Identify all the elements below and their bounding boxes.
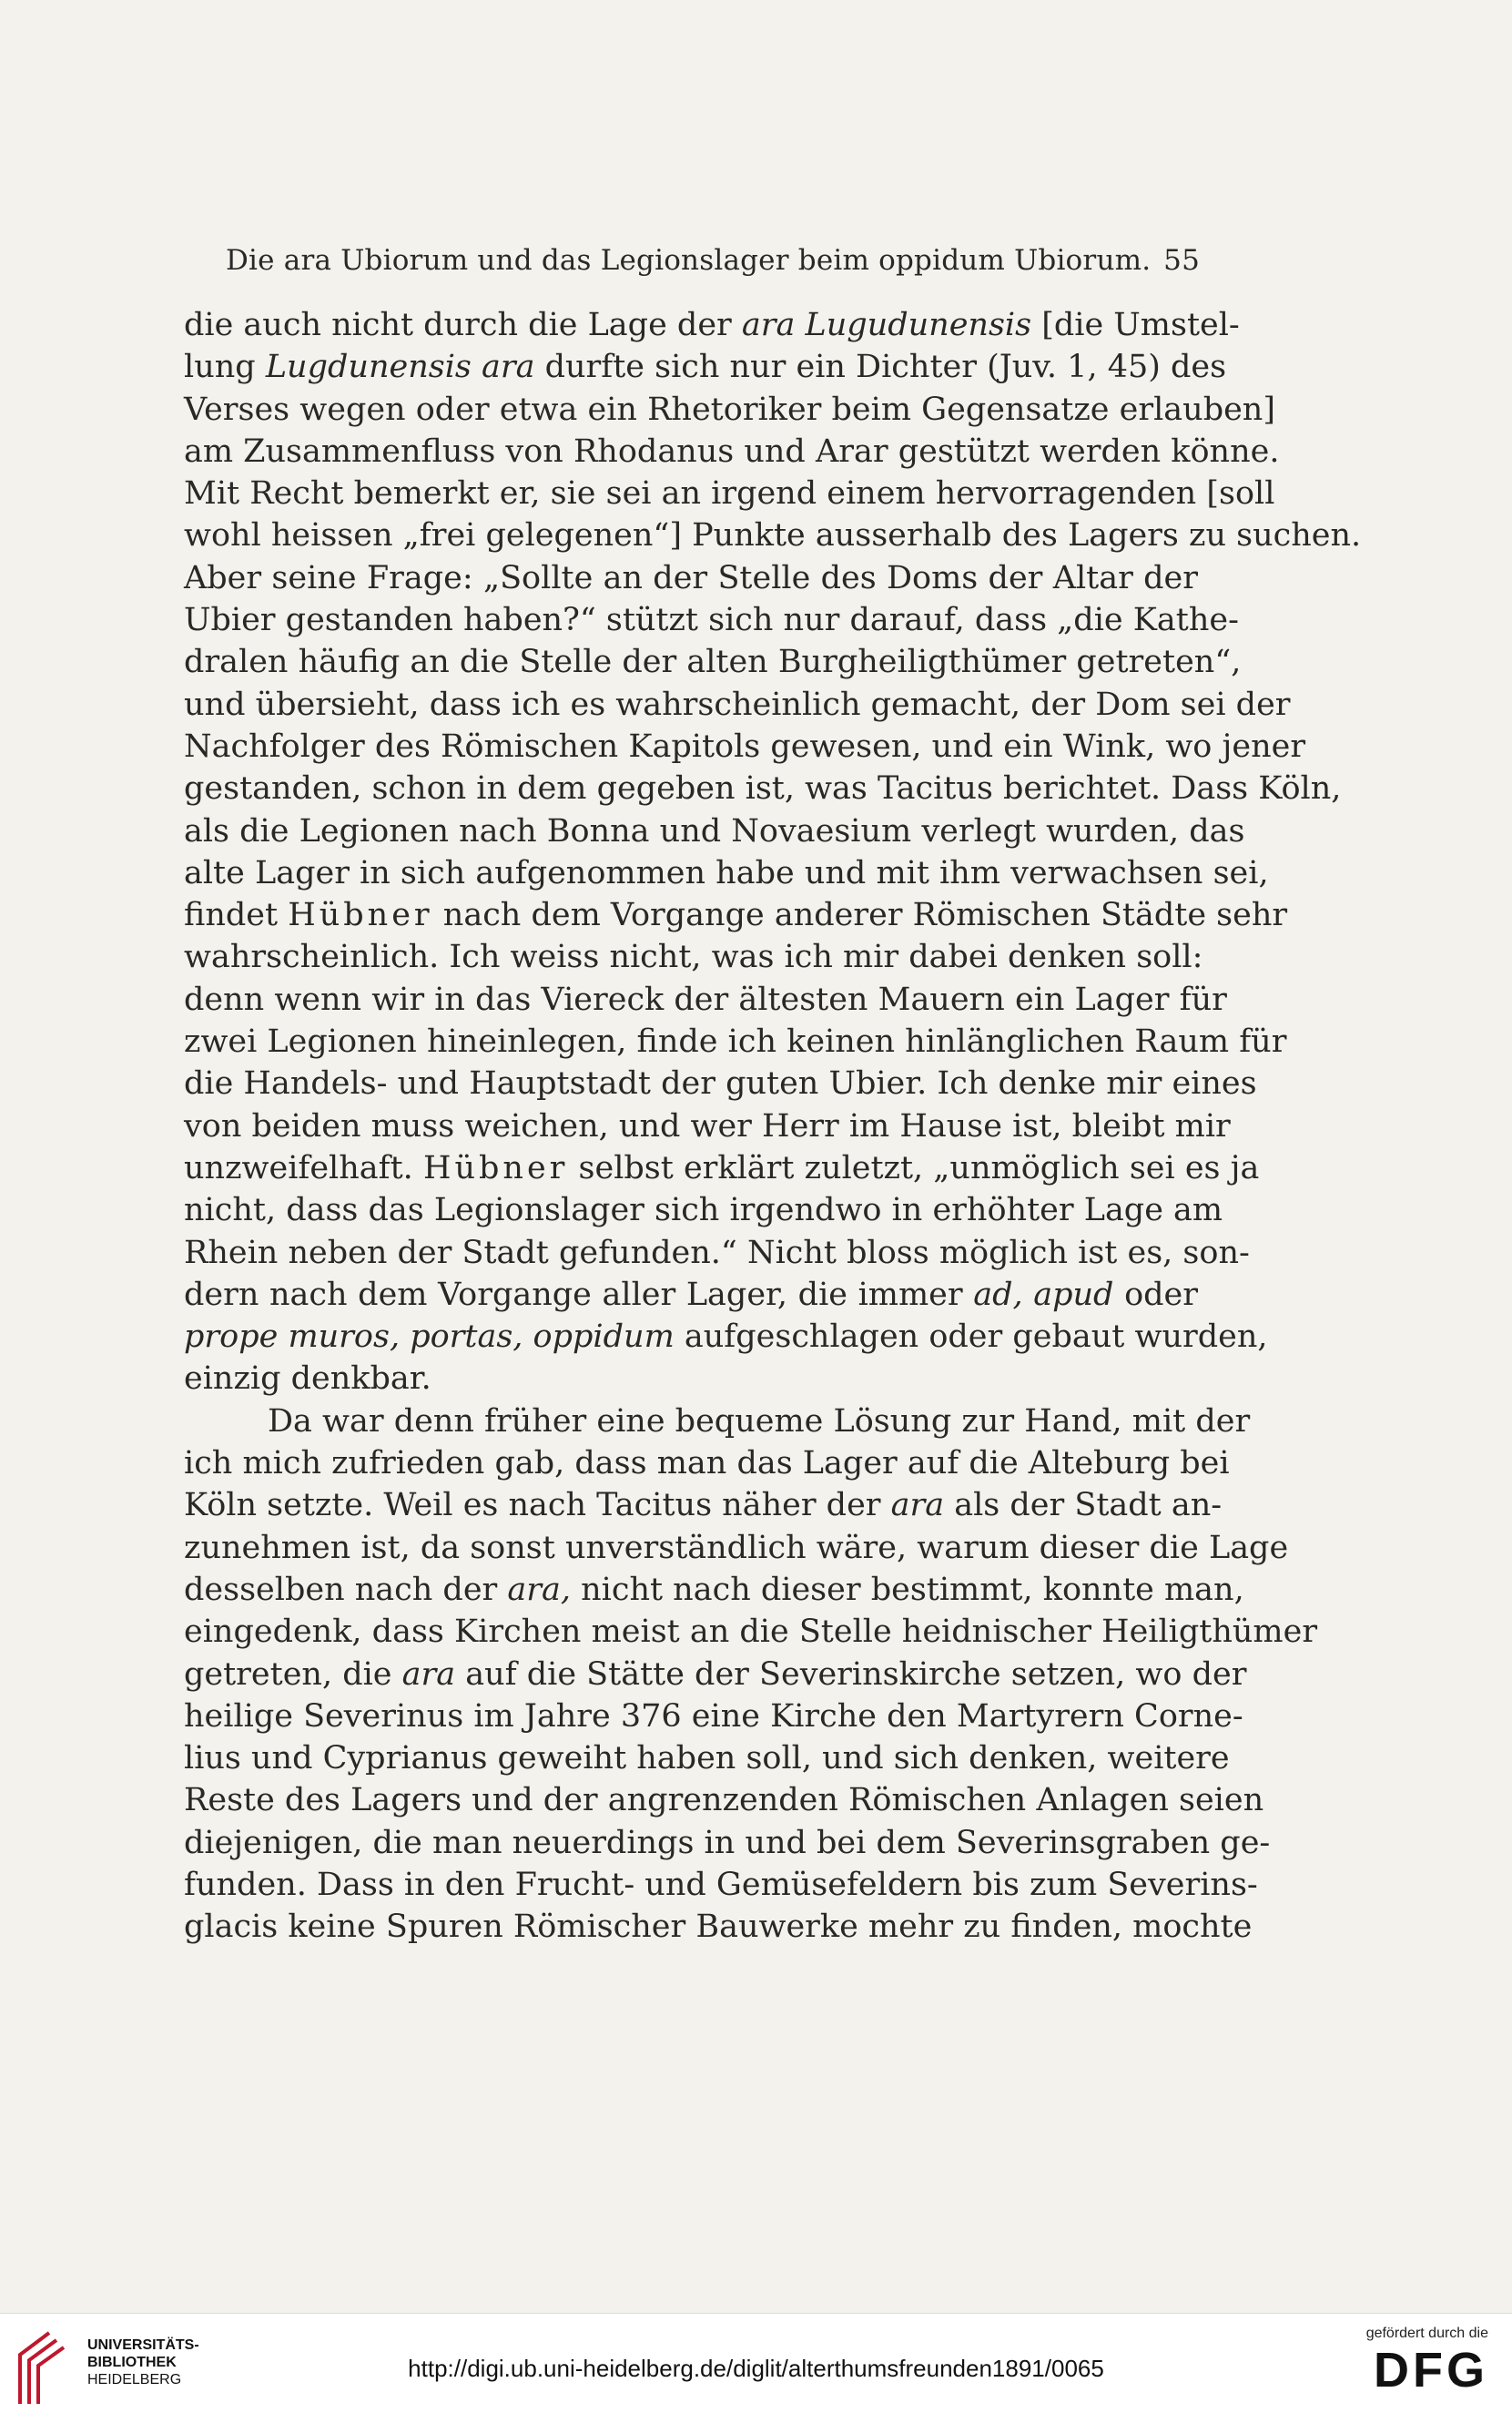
running-head-title: Die ara Ubiorum und das Legionslager beim oppidum Ubiorum. [226, 244, 1152, 277]
body-text [184, 304, 1362, 1949]
text-segment: Lugdunensis ara [265, 349, 535, 386]
text-segment: Ubier gestanden haben?“ stützt sich nur darauf, dass „die Kathe- [184, 602, 1239, 639]
text-line [184, 1442, 1230, 1484]
text-line [184, 1316, 1268, 1358]
text-segment: dern nach dem Vorgange aller Lager, die immer [184, 1276, 974, 1313]
text-segment: funden. Dass in den Frucht- und Gemüsefeldern bis zum Severins- [184, 1866, 1258, 1903]
text-segment: als die Legionen nach Bonna und Novaesium verlegt wurden, das [184, 812, 1245, 850]
text-segment: [die Umstel- [1031, 307, 1240, 343]
text-line [184, 852, 1269, 894]
text-line [184, 1822, 1271, 1864]
text-segment: findet [184, 897, 289, 934]
text-segment: denn wenn wir in das Viereck der ältesten Mauern ein Lager für [184, 981, 1227, 1018]
text-line [184, 473, 1275, 514]
text-segment: oder [1113, 1276, 1199, 1313]
text-line [184, 1400, 1251, 1442]
permalink-url[interactable]: http://digi.ub.uni-heidelberg.de/diglit/alterthumsfreunden1891/0065 [408, 2355, 1104, 2382]
text-segment: ad, apud [973, 1276, 1114, 1313]
text-segment: lius und Cyprianus geweiht haben soll, und sich denken, weitere [184, 1740, 1230, 1777]
text-segment: unzweifelhaft. [184, 1149, 423, 1186]
text-segment: Da war denn früher eine bequeme Lösung zur Hand, mit der [268, 1402, 1251, 1440]
text-line [184, 726, 1306, 768]
text-segment: zwei Legionen hineinlegen, finde ich keinen hinlänglichen Raum für [184, 1023, 1287, 1061]
text-line [184, 979, 1227, 1021]
text-segment: ich mich zufrieden gab, dass man das Lager auf die Alteburg bei [184, 1445, 1230, 1482]
text-line [184, 1063, 1257, 1105]
text-segment: Nachfolger des Römischen Kapitols gewesen, und ein Wink, wo jener [184, 728, 1306, 765]
text-line [184, 1358, 1198, 1400]
text-line [184, 1527, 1289, 1569]
text-segment: alte Lager in sich aufgenommen habe und mit ihm verwachsen sei, [184, 854, 1269, 891]
text-segment: getreten, die [184, 1655, 402, 1693]
text-line [184, 304, 1240, 346]
text-segment: glacis keine Spuren Römischer Bauwerke mehr zu finden, mochte [184, 1909, 1253, 1946]
text-segment: ara, [507, 1571, 571, 1608]
text-line [184, 1021, 1287, 1063]
library-name: UNIVERSITÄTS- BIBLIOTHEK HEIDELBERG [87, 2337, 199, 2387]
text-line [184, 1147, 1260, 1189]
text-line [184, 684, 1291, 726]
text-line [184, 1906, 1253, 1948]
text-line [184, 810, 1245, 852]
text-line [184, 1189, 1223, 1231]
text-segment: Aber seine Frage: „Sollte an der Stelle des Doms der Altar der [184, 559, 1198, 596]
text-segment: von beiden muss weichen, und wer Herr im Hause ist, bleibt mir [184, 1107, 1231, 1145]
text-segment: ara Lugudunensis [741, 307, 1032, 343]
text-segment: selbst erklärt zuletzt, „unmöglich sei es ja [568, 1149, 1260, 1186]
text-line [184, 641, 1242, 683]
text-line [184, 894, 1288, 936]
running-head [226, 244, 1200, 277]
text-segment: ara [890, 1487, 945, 1524]
text-segment: aufgeschlagen oder gebaut wurden, [674, 1318, 1268, 1356]
text-segment: prope muros, portas, oppidum [184, 1318, 675, 1356]
dfg-logo: DFG [1374, 2343, 1488, 2398]
text-segment: die auch nicht durch die Lage der [184, 307, 742, 343]
text-segment: die Handels- und Hauptstadt der guten Ubier. Ich denke mir eines [184, 1065, 1257, 1103]
text-line [184, 389, 1276, 431]
text-segment: Köln setzte. Weil es nach Tacitus näher der [184, 1487, 891, 1524]
sponsor-block [1334, 2326, 1488, 2398]
text-line [184, 1611, 1318, 1653]
text-segment: lung [184, 349, 266, 386]
text-segment: Mit Recht bemerkt er, sie sei an irgend einem hervorragenden [soll [184, 475, 1275, 513]
text-segment: durfte sich nur ein Dichter (Juv. 1, 45) des [534, 349, 1227, 386]
text-segment: Rhein neben der Stadt gefunden.“ Nicht bloss möglich ist es, son- [184, 1234, 1250, 1271]
text-segment: auf die Stätte der Severinskirche setzen, wo der [455, 1655, 1247, 1693]
text-line [184, 599, 1239, 641]
text-line [184, 1864, 1258, 1906]
text-segment: nach dem Vorgange anderer Römischen Städte sehr [432, 897, 1288, 934]
text-segment: am Zusammenfluss von Rhodanus und Arar gestützt werden könne. [184, 433, 1280, 470]
text-line [184, 1737, 1230, 1779]
text-line [184, 1779, 1264, 1821]
text-segment: Hübner [288, 897, 433, 934]
text-segment: zunehmen ist, da sonst unverständlich wäre, warum dieser die Lage [184, 1529, 1289, 1566]
text-line [184, 431, 1280, 473]
text-line [184, 768, 1342, 809]
text-segment: desselben nach der [184, 1571, 508, 1608]
text-line [184, 1232, 1250, 1274]
text-segment: gestanden, schon in dem gegeben ist, was Tacitus berichtet. Dass Köln, [184, 770, 1342, 808]
text-segment: eingedenk, dass Kirchen meist an die Stelle heidnischer Heiligthümer [184, 1614, 1318, 1651]
text-segment: Reste des Lagers und der angrenzenden Römischen Anlagen seien [184, 1782, 1264, 1819]
text-line [184, 1484, 1223, 1526]
page-number: 55 [1163, 244, 1200, 277]
text-segment: nicht, dass das Legionslager sich irgendwo in erhöhter Lage am [184, 1192, 1223, 1229]
text-segment: ara [401, 1655, 456, 1693]
text-line [184, 1695, 1243, 1737]
text-line [184, 1274, 1198, 1316]
text-line [184, 514, 1362, 556]
text-segment: wahrscheinlich. Ich weiss nicht, was ich mir dabei denken soll: [184, 939, 1203, 976]
text-line [184, 1654, 1247, 1695]
text-segment: Hübner [422, 1149, 569, 1186]
text-segment: einzig denkbar. [184, 1360, 431, 1398]
text-line [184, 346, 1227, 388]
sponsor-caption: gefördert durch die [1365, 2326, 1488, 2341]
text-segment: wohl heissen „frei gelegenen“] Punkte ausserhalb des Lagers zu suchen. [184, 517, 1362, 555]
text-line [184, 557, 1198, 599]
text-line [184, 1569, 1244, 1611]
text-segment: und übersieht, dass ich es wahrscheinlich gemacht, der Dom sei der [184, 686, 1291, 723]
text-line [184, 1105, 1231, 1147]
text-segment: nicht nach dieser bestimmt, konnte man, [570, 1571, 1244, 1608]
text-segment: als der Stadt an- [944, 1487, 1223, 1524]
text-segment: dralen häufig an die Stelle der alten Burgheiligthümer getreten“, [184, 644, 1242, 681]
text-segment: diejenigen, die man neuerdings in und bei dem Severinsgraben ge- [184, 1824, 1271, 1861]
text-segment: Verses wegen oder etwa ein Rhetoriker beim Gegensatze erlauben] [184, 391, 1276, 428]
text-line [184, 936, 1203, 978]
text-segment: heilige Severinus im Jahre 376 eine Kirche den Martyrern Corne- [184, 1697, 1243, 1735]
